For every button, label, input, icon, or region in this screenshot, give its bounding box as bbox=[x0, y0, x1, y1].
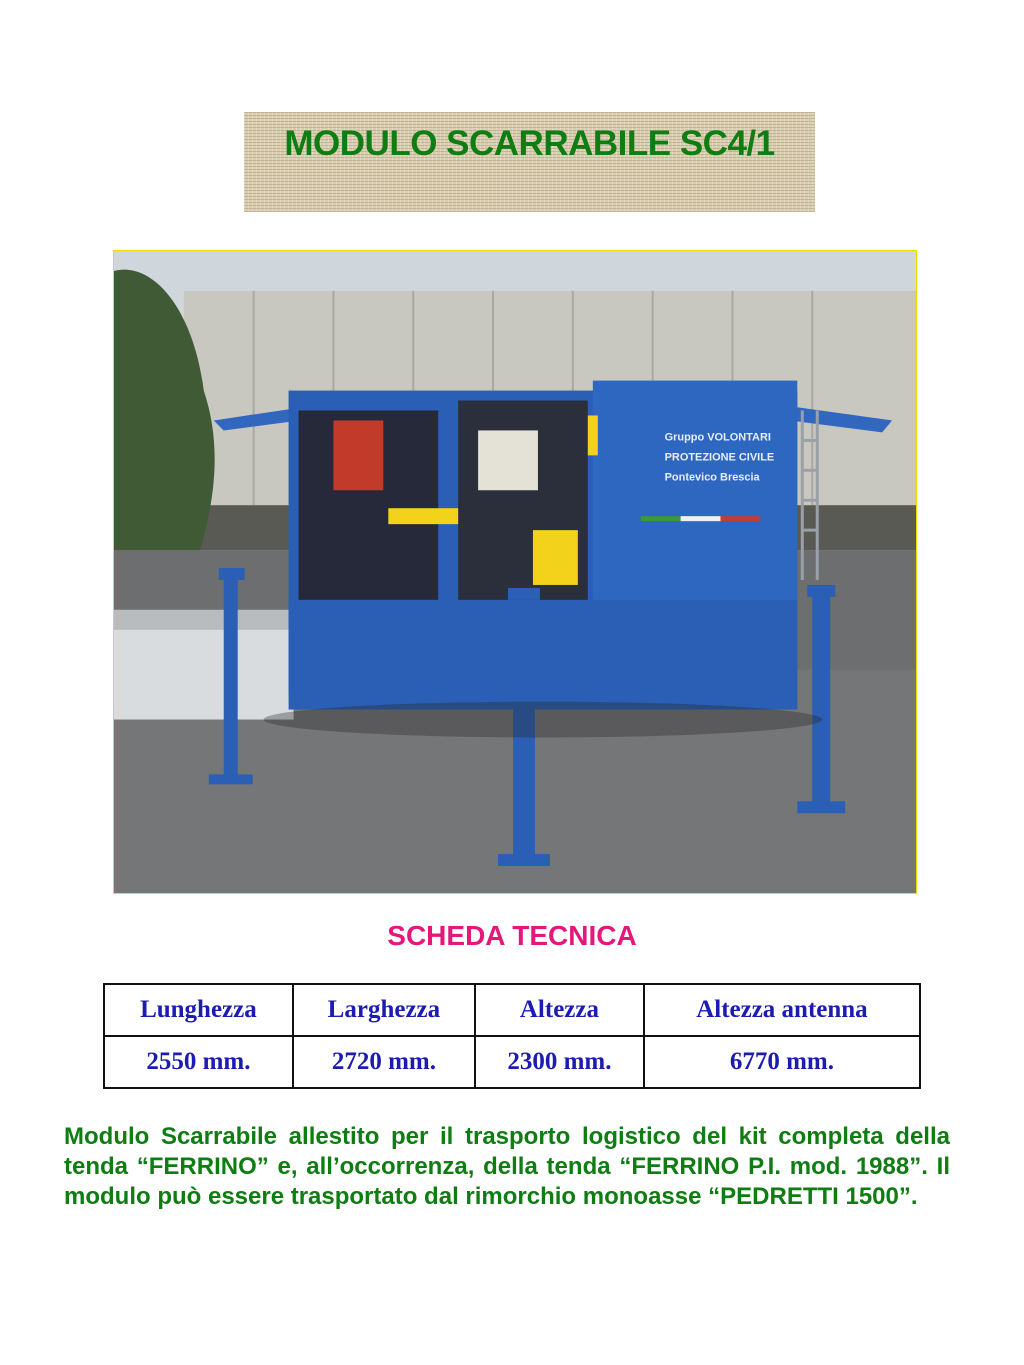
module-sign-line-3: Pontevico Brescia bbox=[664, 471, 760, 484]
header-length: Lunghezza bbox=[104, 984, 293, 1036]
section-title: SCHEDA TECNICA bbox=[387, 920, 637, 951]
value-height: 2300 mm. bbox=[475, 1036, 644, 1088]
module-photo-illustration bbox=[114, 251, 916, 893]
header-antenna-height: Altezza antenna bbox=[644, 984, 920, 1036]
header-height: Altezza bbox=[475, 984, 644, 1036]
value-antenna-height: 6770 mm. bbox=[644, 1036, 920, 1088]
page-title: MODULO SCARRABILE SC4/1 bbox=[284, 124, 775, 163]
table-header-row bbox=[104, 984, 920, 1036]
header-width: Larghezza bbox=[293, 984, 475, 1036]
table-row bbox=[104, 1036, 920, 1088]
value-length: 2550 mm. bbox=[104, 1036, 293, 1088]
spec-table bbox=[103, 983, 921, 1089]
module-photo bbox=[113, 250, 917, 894]
module-sign-line-2: PROTEZIONE CIVILE bbox=[664, 451, 775, 464]
description-paragraph: Modulo Scarrabile allestito per il trasporto logistico del kit completa della tenda “FERRINO” e, all’occorrenza, della tenda “FERRINO P.I. mod. 1988”. Il modulo può essere trasportato dal rimorchio monoasse “PEDRETTI 1500”. bbox=[64, 1123, 950, 1210]
module-sign-line-1: Gruppo VOLONTARI bbox=[664, 431, 771, 444]
title-banner bbox=[244, 112, 815, 212]
value-width: 2720 mm. bbox=[293, 1036, 475, 1088]
